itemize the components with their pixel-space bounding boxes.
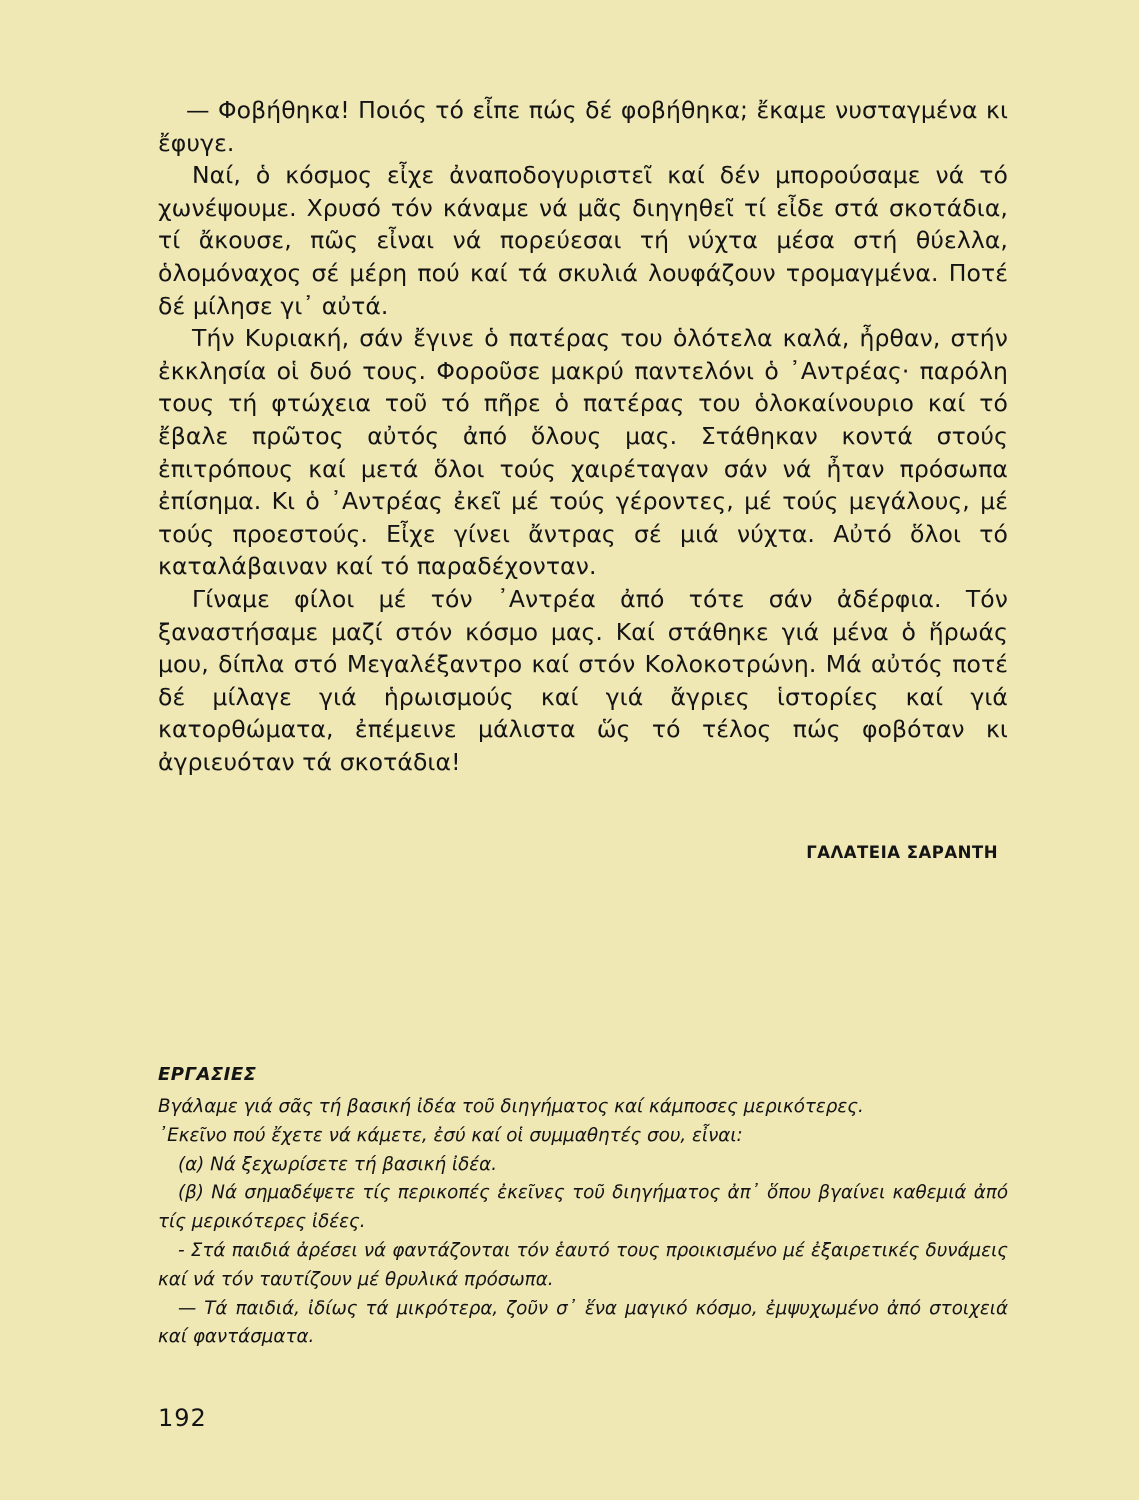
story-paragraph-3: Τήν Κυριακή, σάν ἔγινε ὁ πατέρας του ὁλότελα καλά, ἦρθαν, στήν ἐκκλησία οἱ δυό τους. Φοροῦσε μακρύ παντελόνι ὁ ᾽Αντρέας· παρόλη τους τή φτώχεια τοῦ τό πῆρε ὁ πατέρας του ὁλοκαίνουριο καί τό ἔβαλε πρῶτος αὐτός ἀπό ὅλους μας. Στάθηκαν κοντά στούς ἐπιτρόπους καί μετά ὅλοι τούς χαιρέταγαν σάν νά ἦταν πρόσωπα ἐπίσημα. Κι ὁ ᾽Αντρέας ἐκεῖ μέ τούς γέροντες, μέ τούς μεγάλους, μέ τούς προεστούς. Εἶχε γίνει ἄντρας σέ μιά νύχτα. Αὐτό ὅλοι τό καταλάβαιναν καί τό παραδέχονταν. bbox=[158, 324, 1008, 581]
exercise-line-3: (α) Νά ξεχωρίσετε τή βασική ἰδέα. bbox=[178, 1153, 498, 1175]
exercises-title: ΕΡΓΑΣΙΕΣ bbox=[158, 1064, 257, 1085]
page-number: 192 bbox=[158, 1404, 207, 1432]
exercise-line-2: ᾽Εκεῖνο πού ἔχετε νά κάμετε, ἐσύ καί οἱ συμμαθητές σου, εἶναι: bbox=[158, 1124, 743, 1146]
exercises-section bbox=[158, 1064, 1008, 1352]
story-paragraph-4: Γίναμε φίλοι μέ τόν ᾽Αντρέα ἀπό τότε σάν ἀδέρφια. Τόν ξαναστήσαμε μαζί στόν κόσμο μας. Καί στάθηκε γιά μένα ὁ ἥρωάς μου, δίπλα στό Μεγαλέξαντρο καί στόν Κολοκοτρώνη. Μά αὐτός ποτέ δέ μίλαγε γιά ἡρωισμούς καί γιά ἄγριες ἱστορίες καί γιά κατορθώματα, ἐπέμεινε μάλιστα ὥς τό τέλος πώς φοβόταν κι ἀγριευόταν τά σκοτάδια! bbox=[158, 584, 1008, 776]
exercise-line-5: - Στά παιδιά ἀρέσει νά φαντάζονται τόν ἑαυτό τους προικισμένο μέ ἐξαιρετικές δυνάμεις καί νά τόν ταυτίζουν μέ θρυλικά πρόσωπα. bbox=[158, 1239, 1008, 1290]
author-name: ΓΑΛΑΤΕΙΑ ΣΑΡΑΝΤΗ bbox=[806, 843, 998, 862]
story-text bbox=[158, 94, 1008, 778]
story-paragraph-2: Ναί, ὁ κόσμος εἶχε ἀναποδογυριστεῖ καί δέν μπορούσαμε νά τό χωνέψουμε. Χρυσό τόν κάναμε νά μᾶς διηγηθεῖ τί εἶδε στά σκοτάδια, τί ἄκουσε, πῶς εἶναι νά πορεύεσαι τή νύχτα μέσα στή θύελλα, ὁλομόναχος σέ μέρη πού καί τά σκυλιά λουφάζουν τρομαγμένα. Ποτέ δέ μίλησε γι᾽ αὐτά. bbox=[158, 161, 1008, 320]
exercise-line-4: (β) Νά σημαδέψετε τίς περικοπές ἐκεῖνες τοῦ διηγήματος ἀπ᾽ ὅπου βγαίνει καθεμιά ἀπό τίς μερικότερες ἰδέες. bbox=[158, 1182, 1008, 1233]
story-paragraph-1: — Φοβήθηκα! Ποιός τό εἶπε πώς δέ φοβήθηκα; ἔκαμε νυσταγμένα κι ἔφυγε. bbox=[158, 96, 1008, 157]
exercise-line-6: — Τά παιδιά, ἰδίως τά μικρότερα, ζοῦν σ᾽ ἕνα μαγικό κόσμο, ἐμψυχωμένο ἀπό στοιχειά καί φαντάσματα. bbox=[158, 1297, 1008, 1348]
exercise-line-1: Βγάλαμε γιά σᾶς τή βασική ἰδέα τοῦ διηγήματος καί κάμποσες μερικότερες. bbox=[158, 1096, 864, 1117]
